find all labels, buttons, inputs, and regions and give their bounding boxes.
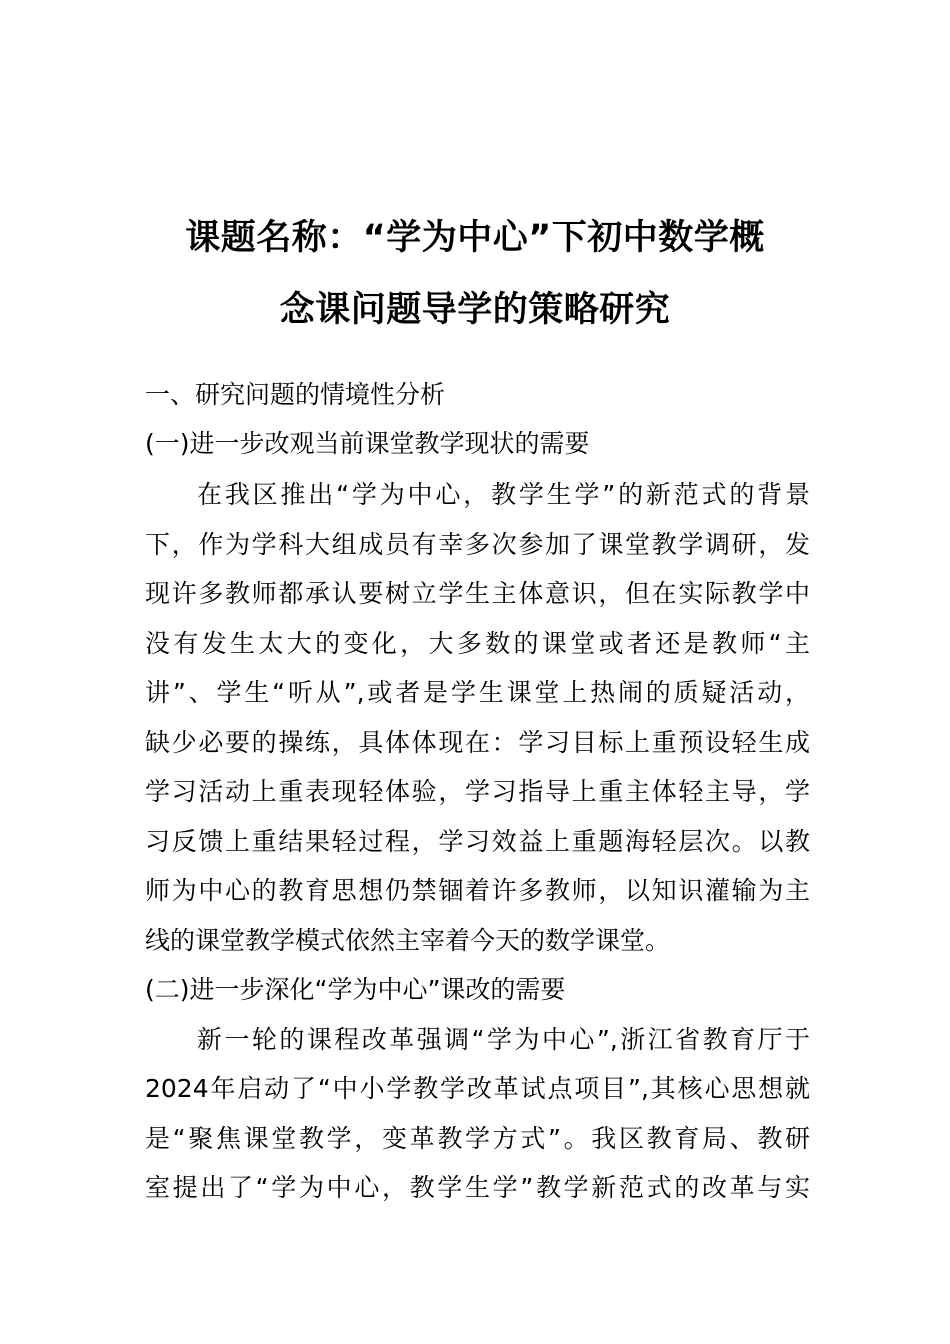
document-title-line-1: 课题名称：“学为中心”下初中数学概 (185, 218, 765, 258)
paragraph-1-line-6: 缺少必要的操练，具体体现在：学习目标上重预设轻生成 (145, 728, 810, 757)
paragraph-2-line-4: 室提出了“学为中心，教学生学”教学新范式的改革与实 (145, 1173, 810, 1202)
subsection-heading-2: (二)进一步深化“学为中心”课改的需要 (145, 975, 566, 1004)
paragraph-1-line-2: 下，作为学科大组成员有幸多次参加了课堂教学调研，发 (145, 530, 810, 559)
paragraph-1-line-5: 讲”、学生“听从”,或者是学生课堂上热闹的质疑活动， (145, 678, 810, 707)
paragraph-1-line-10: 线的课堂教学模式依然主宰着今天的数学课堂。 (145, 926, 671, 955)
paragraph-1-line-7: 学习活动上重表现轻体验，学习指导上重主体轻主导，学 (145, 777, 810, 806)
paragraph-2-line-3: 是“聚焦课堂教学，变革教学方式”。我区教育局、教研 (145, 1124, 810, 1153)
paragraph-1-line-8: 习反馈上重结果轻过程，学习效益上重题海轻层次。以教 (145, 827, 810, 856)
section-heading: 一、研究问题的情境性分析 (145, 380, 446, 409)
paragraph-1-line-3: 现许多教师都承认要树立学生主体意识，但在实际教学中 (145, 579, 810, 608)
paragraph-1-line-1: 在我区推出“学为中心，教学生学”的新范式的背景 (197, 480, 810, 509)
document-title-line-2: 念课问题导学的策略研究 (279, 290, 671, 330)
paragraph-2-line-2: 2024年启动了“中小学教学改革试点项目”,其核心思想就 (145, 1074, 810, 1103)
subsection-heading-1: (一)进一步改观当前课堂教学现状的需要 (145, 429, 590, 458)
paragraph-1-line-9: 师为中心的教育思想仍禁锢着许多教师，以知识灌输为主 (145, 876, 810, 905)
paragraph-1-line-4: 没有发生太大的变化，大多数的课堂或者还是教师“主 (145, 629, 810, 658)
paragraph-2-line-1: 新一轮的课程改革强调“学为中心”,浙江省教育厅于 (197, 1025, 810, 1054)
